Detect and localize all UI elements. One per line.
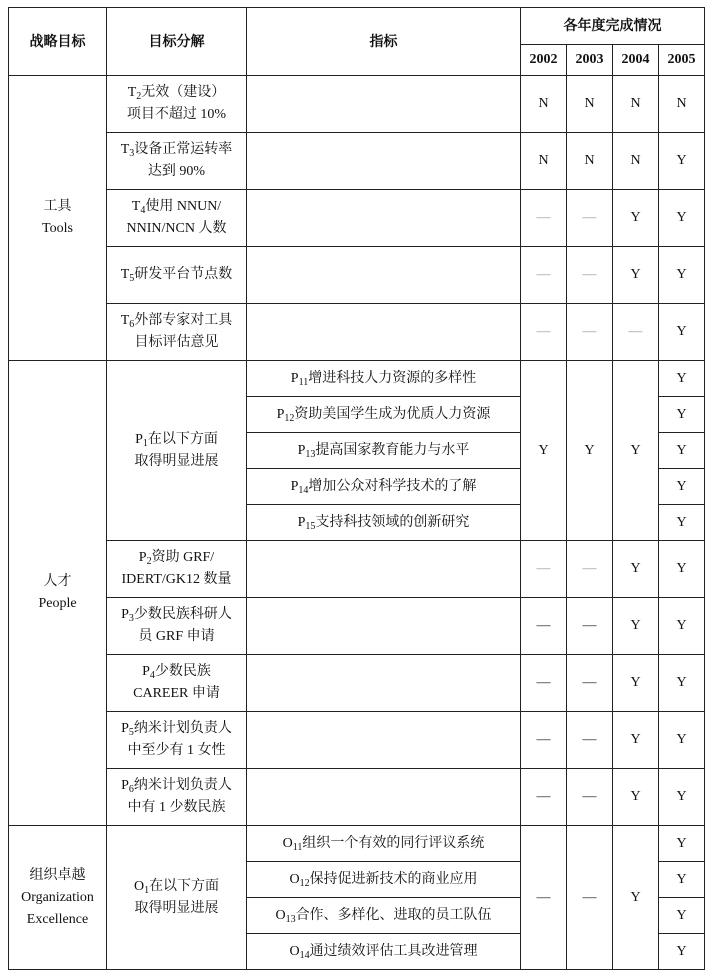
status-2004: Y [613, 598, 659, 655]
indicator-p11 [247, 361, 521, 397]
indicator-subscript: 14 [299, 949, 310, 961]
goal-item-t6-line-1 [107, 310, 246, 332]
goal-item-p1-line-1 [107, 429, 246, 451]
goal-item-t2-line-2: 项目不超过 10% [126, 107, 227, 122]
goal-item-p4-line-2: CAREER 申请 [133, 686, 220, 701]
status-2003: — [567, 598, 613, 655]
status-2003: N [567, 133, 613, 190]
goal-item-p6-line-1 [107, 775, 246, 797]
table-body [9, 76, 705, 970]
indicator-text: 资助美国学生成为优质人力资源 [294, 406, 491, 422]
code-subscript: 4 [140, 205, 146, 216]
status-2004: N [613, 76, 659, 133]
goal-item-p2 [107, 541, 247, 598]
status-2005: Y [659, 862, 705, 898]
code-subscript: 6 [128, 784, 134, 795]
header-year-2004: 2004 [613, 45, 659, 76]
goal-item-p5-line-2: 中至少有 1 女性 [127, 743, 226, 758]
code-subscript: 1 [144, 884, 150, 896]
code-letter: P [121, 607, 129, 622]
table-row [9, 133, 705, 190]
indicator-empty [247, 712, 521, 769]
goal-item-t4 [107, 190, 247, 247]
goal-item-p2-line-1 [107, 547, 246, 569]
indicator-code: O [282, 835, 293, 851]
status-2002: — [521, 712, 567, 769]
status-2002: — [521, 598, 567, 655]
table-row [9, 769, 705, 826]
indicator-subscript: 12 [284, 412, 295, 424]
indicator-empty [247, 190, 521, 247]
code-text: 纳米计划负责人 [133, 778, 232, 793]
status-2003: — [567, 190, 613, 247]
goal-item-p2-line-2: IDERT/GK12 数量 [121, 572, 232, 587]
code-letter: P [142, 664, 150, 679]
status-2002: — [521, 247, 567, 304]
status-2005: Y [659, 469, 705, 505]
goal-item-t4-line-2: NNIN/NCN 人数 [126, 221, 227, 236]
indicator-code: O [275, 907, 286, 923]
status-2002: — [521, 541, 567, 598]
goal-item-t5-line-1 [107, 264, 246, 286]
goal-item-o1 [107, 826, 247, 970]
indicator-empty [247, 76, 521, 133]
goal-tools [9, 76, 107, 361]
table-row [9, 541, 705, 598]
status-2004: Y [613, 655, 659, 712]
code-subscript: 2 [146, 556, 152, 567]
status-2004: — [613, 304, 659, 361]
indicator-subscript: 14 [298, 484, 309, 496]
indicator-empty [247, 304, 521, 361]
status-2003: — [567, 826, 613, 970]
indicator-text: 增进科技人力资源的多样性 [308, 370, 477, 386]
status-2004: N [613, 133, 659, 190]
status-2002: — [521, 190, 567, 247]
indicator-subscript: 12 [299, 877, 310, 889]
status-2003: — [567, 769, 613, 826]
indicator-p14 [247, 469, 521, 505]
status-2003: — [567, 247, 613, 304]
status-2003: — [567, 304, 613, 361]
indicator-empty [247, 598, 521, 655]
indicator-text: 组织一个有效的同行评议系统 [302, 835, 485, 851]
code-text: 在以下方面 [147, 431, 218, 447]
code-text: 使用 NNUN/ [145, 199, 222, 214]
table-row [9, 826, 705, 862]
status-2004: Y [613, 247, 659, 304]
goal-item-t6-line-2: 目标评估意见 [134, 335, 219, 350]
indicator-code: P [290, 478, 299, 494]
indicator-empty [247, 769, 521, 826]
goal-item-p1-line-2: 取得明显进展 [134, 453, 219, 469]
goal-org [9, 826, 107, 970]
status-2003: — [567, 655, 613, 712]
indicator-code: P [297, 514, 306, 530]
code-letter: O [133, 878, 145, 894]
status-2005: Y [659, 598, 705, 655]
goal-item-t2 [107, 76, 247, 133]
status-2005: Y [659, 433, 705, 469]
code-text: 无效（建设） [141, 85, 226, 100]
indicator-text: 合作、多样化、进取的员工队伍 [295, 907, 492, 923]
indicator-subscript: 15 [305, 520, 316, 532]
goal-people [9, 361, 107, 826]
code-letter: T [120, 267, 130, 282]
status-2002: — [521, 769, 567, 826]
status-2003: N [567, 76, 613, 133]
goal-item-p3 [107, 598, 247, 655]
indicator-subscript: 11 [292, 841, 303, 853]
table-row [9, 361, 705, 397]
indicator-text: 增加公众对科学技术的了解 [308, 478, 477, 494]
header-indicator: 指标 [247, 8, 521, 76]
status-2005: Y [659, 655, 705, 712]
status-2004: Y [613, 190, 659, 247]
table-row [9, 190, 705, 247]
indicator-text: 通过绩效评估工具改进管理 [309, 943, 478, 959]
goal-item-t3-line-1 [107, 139, 246, 161]
goal-people-line-1: 人才 [43, 574, 72, 589]
status-2005: Y [659, 190, 705, 247]
header-year-2005: 2005 [659, 45, 705, 76]
goal-item-p5-line-1 [107, 718, 246, 740]
goal-tools-line-1: 工具 [43, 199, 72, 214]
status-2005: Y [659, 133, 705, 190]
goal-item-t2-line-1 [107, 82, 246, 104]
status-2002: Y [521, 361, 567, 541]
table-row [9, 76, 705, 133]
goal-item-t4-line-1 [107, 196, 246, 218]
indicator-empty [247, 133, 521, 190]
indicator-text: 提高国家教育能力与水平 [315, 442, 470, 458]
header-year-2003: 2003 [567, 45, 613, 76]
status-2005: Y [659, 934, 705, 970]
indicator-code: P [290, 370, 299, 386]
code-text: 在以下方面 [149, 878, 220, 894]
table-row [9, 712, 705, 769]
code-letter: T [131, 199, 141, 214]
code-letter: P [121, 721, 129, 736]
goal-tools-line-2: Tools [42, 221, 73, 236]
status-2005: Y [659, 769, 705, 826]
header-strategy-goal: 战略目标 [9, 8, 107, 76]
status-2005: Y [659, 505, 705, 541]
status-2004: Y [613, 826, 659, 970]
goal-item-p3-line-2: 员 GRF 申请 [138, 629, 215, 644]
goal-people-line-2: People [38, 596, 77, 611]
goal-item-t3-line-2: 达到 90% [147, 164, 206, 179]
code-subscript: 5 [128, 727, 134, 738]
goal-item-p4-line-1 [107, 661, 246, 683]
goal-item-p4 [107, 655, 247, 712]
header-completion: 各年度完成情况 [521, 8, 705, 45]
indicator-o11 [247, 826, 521, 862]
status-2002: N [521, 76, 567, 133]
goal-org-line-3: Excellence [26, 911, 89, 927]
status-2002: — [521, 655, 567, 712]
code-letter: T [127, 85, 137, 100]
status-2005: N [659, 76, 705, 133]
code-subscript: 5 [129, 273, 135, 284]
code-letter: P [135, 431, 143, 447]
code-text: 纳米计划负责人 [133, 721, 232, 736]
indicator-empty [247, 247, 521, 304]
goal-item-p6-line-2: 中有 1 少数民族 [127, 800, 226, 815]
indicator-o12 [247, 862, 521, 898]
goal-item-p1 [107, 361, 247, 541]
code-letter: T [120, 313, 130, 328]
goal-item-t6 [107, 304, 247, 361]
indicator-o13 [247, 898, 521, 934]
status-2005: Y [659, 304, 705, 361]
header-decomposition: 目标分解 [107, 8, 247, 76]
goal-item-p5 [107, 712, 247, 769]
code-subscript: 1 [142, 437, 148, 449]
status-2003: — [567, 541, 613, 598]
status-2003: — [567, 712, 613, 769]
indicator-empty [247, 541, 521, 598]
status-2004: Y [613, 361, 659, 541]
code-subscript: 4 [149, 670, 155, 681]
code-subscript: 2 [136, 91, 142, 102]
status-2004: Y [613, 769, 659, 826]
goal-item-t5 [107, 247, 247, 304]
table-row [9, 247, 705, 304]
status-2005: Y [659, 826, 705, 862]
status-2003: Y [567, 361, 613, 541]
status-2005: Y [659, 397, 705, 433]
indicator-code: P [297, 442, 306, 458]
table-row [9, 655, 705, 712]
code-subscript: 3 [129, 148, 135, 159]
indicator-subscript: 13 [285, 913, 296, 925]
indicator-subscript: 13 [305, 448, 316, 460]
code-subscript: 3 [128, 613, 134, 624]
indicator-code: O [289, 943, 300, 959]
status-2002: — [521, 826, 567, 970]
goal-item-o1-line-2: 取得明显进展 [134, 900, 219, 916]
code-text: 少数民族 [154, 664, 211, 679]
status-2002: — [521, 304, 567, 361]
indicator-p13 [247, 433, 521, 469]
goal-item-p3-line-1 [107, 604, 246, 626]
status-2004: Y [613, 541, 659, 598]
indicator-o14 [247, 934, 521, 970]
status-2005: Y [659, 247, 705, 304]
goal-item-o1-line-1 [107, 876, 246, 898]
code-letter: T [120, 142, 130, 157]
code-letter: P [138, 550, 147, 565]
status-2005: Y [659, 898, 705, 934]
indicator-p12 [247, 397, 521, 433]
code-subscript: 6 [129, 319, 135, 330]
goal-org-line-1: 组织卓越 [29, 867, 86, 883]
goal-item-t3 [107, 133, 247, 190]
goal-item-p6 [107, 769, 247, 826]
code-text: 资助 GRF/ [151, 550, 215, 565]
indicator-subscript: 11 [298, 376, 309, 388]
code-text: 外部专家对工具 [134, 313, 233, 328]
code-letter: P [121, 778, 129, 793]
nsf-goals-table [8, 7, 705, 970]
indicator-code: O [289, 871, 300, 887]
status-2005: Y [659, 712, 705, 769]
header-year-2002: 2002 [521, 45, 567, 76]
status-2004: Y [613, 712, 659, 769]
indicator-text: 保持促进新技术的商业应用 [309, 871, 478, 887]
indicator-text: 支持科技领域的创新研究 [315, 514, 470, 530]
status-2005: Y [659, 361, 705, 397]
status-2002: N [521, 133, 567, 190]
code-text: 研发平台节点数 [134, 267, 233, 282]
table-row [9, 598, 705, 655]
table-row [9, 304, 705, 361]
goal-org-line-2: Organization [21, 889, 94, 905]
status-2005: Y [659, 541, 705, 598]
code-text: 设备正常运转率 [134, 142, 233, 157]
code-text: 少数民族科研人 [133, 607, 232, 622]
indicator-code: P [276, 406, 285, 422]
indicator-empty [247, 655, 521, 712]
indicator-p15 [247, 505, 521, 541]
